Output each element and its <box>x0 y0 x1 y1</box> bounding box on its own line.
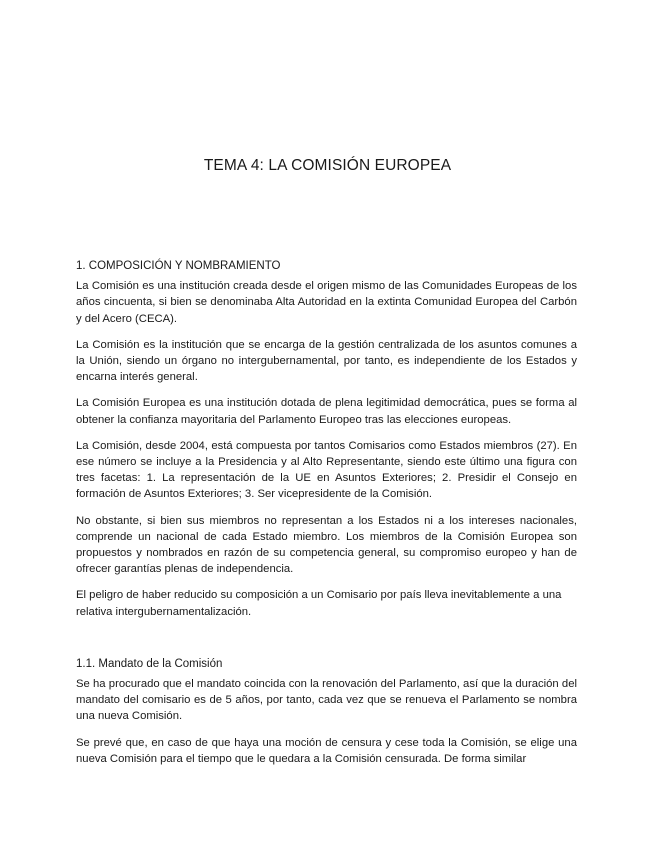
paragraph: Se ha procurado que el mandato coincida con la renovación del Parlamento, así que la duración del mandato del comisario es de 5 años, por tanto, cada vez que se renueva el Parlamento se nombra una nueva Comisión. <box>76 678 577 723</box>
document-body <box>76 258 577 777</box>
paragraph: Se prevé que, en caso de que haya una moción de censura y cese toda la Comisión, se elige una nueva Comisión para el tiempo que le quedara a la Comisión censurada. De forma similar <box>76 736 577 765</box>
paragraph: No obstante, si bien sus miembros no representan a los Estados ni a los intereses nacionales, comprende un nacional de cada Estado miembro. Los miembros de la Comisión Europea son propuestos y nombrados en razón de su competencia general, su compromiso europeo y han de ofrecer garantías plenas de independencia. <box>76 514 577 576</box>
paragraph: La Comisión es una institución creada desde el origen mismo de las Comunidades Europeas de los años cincuenta, si bien se denominaba Alta Autoridad en la extinta Comunidad Europea del Carbón y del Acero (CECA). <box>76 280 577 325</box>
section-heading-composicion: 1. COMPOSICIÓN Y NOMBRAMIENTO <box>76 260 281 272</box>
paragraph: La Comisión, desde 2004, está compuesta por tantos Comisarios como Estados miembros (27). En ese número se incluye a la Presidencia y al Alto Representante, siendo este último una figura con tres facetas: 1. La representación de la UE en Asuntos Exteriores; 2. Presidir el Consejo en formación de Asuntos Exteriores; 3. Ser vicepresidente de la Comisión. <box>76 439 577 501</box>
paragraph: La Comisión es la institución que se encarga de la gestión centralizada de los asuntos comunes a la Unión, siendo un órgano no intergubernamental, por tanto, es independiente de los Estados y encarna interés general. <box>76 338 577 384</box>
page-title: TEMA 4: LA COMISIÓN EUROPEA <box>203 157 452 174</box>
section-gap <box>76 630 577 656</box>
section-heading-mandato: 1.1. Mandato de la Comisión <box>76 657 223 670</box>
paragraph: La Comisión Europea es una institución dotada de plena legitimidad democrática, pues se forma al obtener la confianza mayoritaria del Parlamento Europeo tras las elecciones europeas. <box>76 397 577 426</box>
paragraph: El peligro de haber reducido su composición a un Comisario por país lleva inevitablemente a una relativa intergubernamentalización. <box>76 589 562 618</box>
